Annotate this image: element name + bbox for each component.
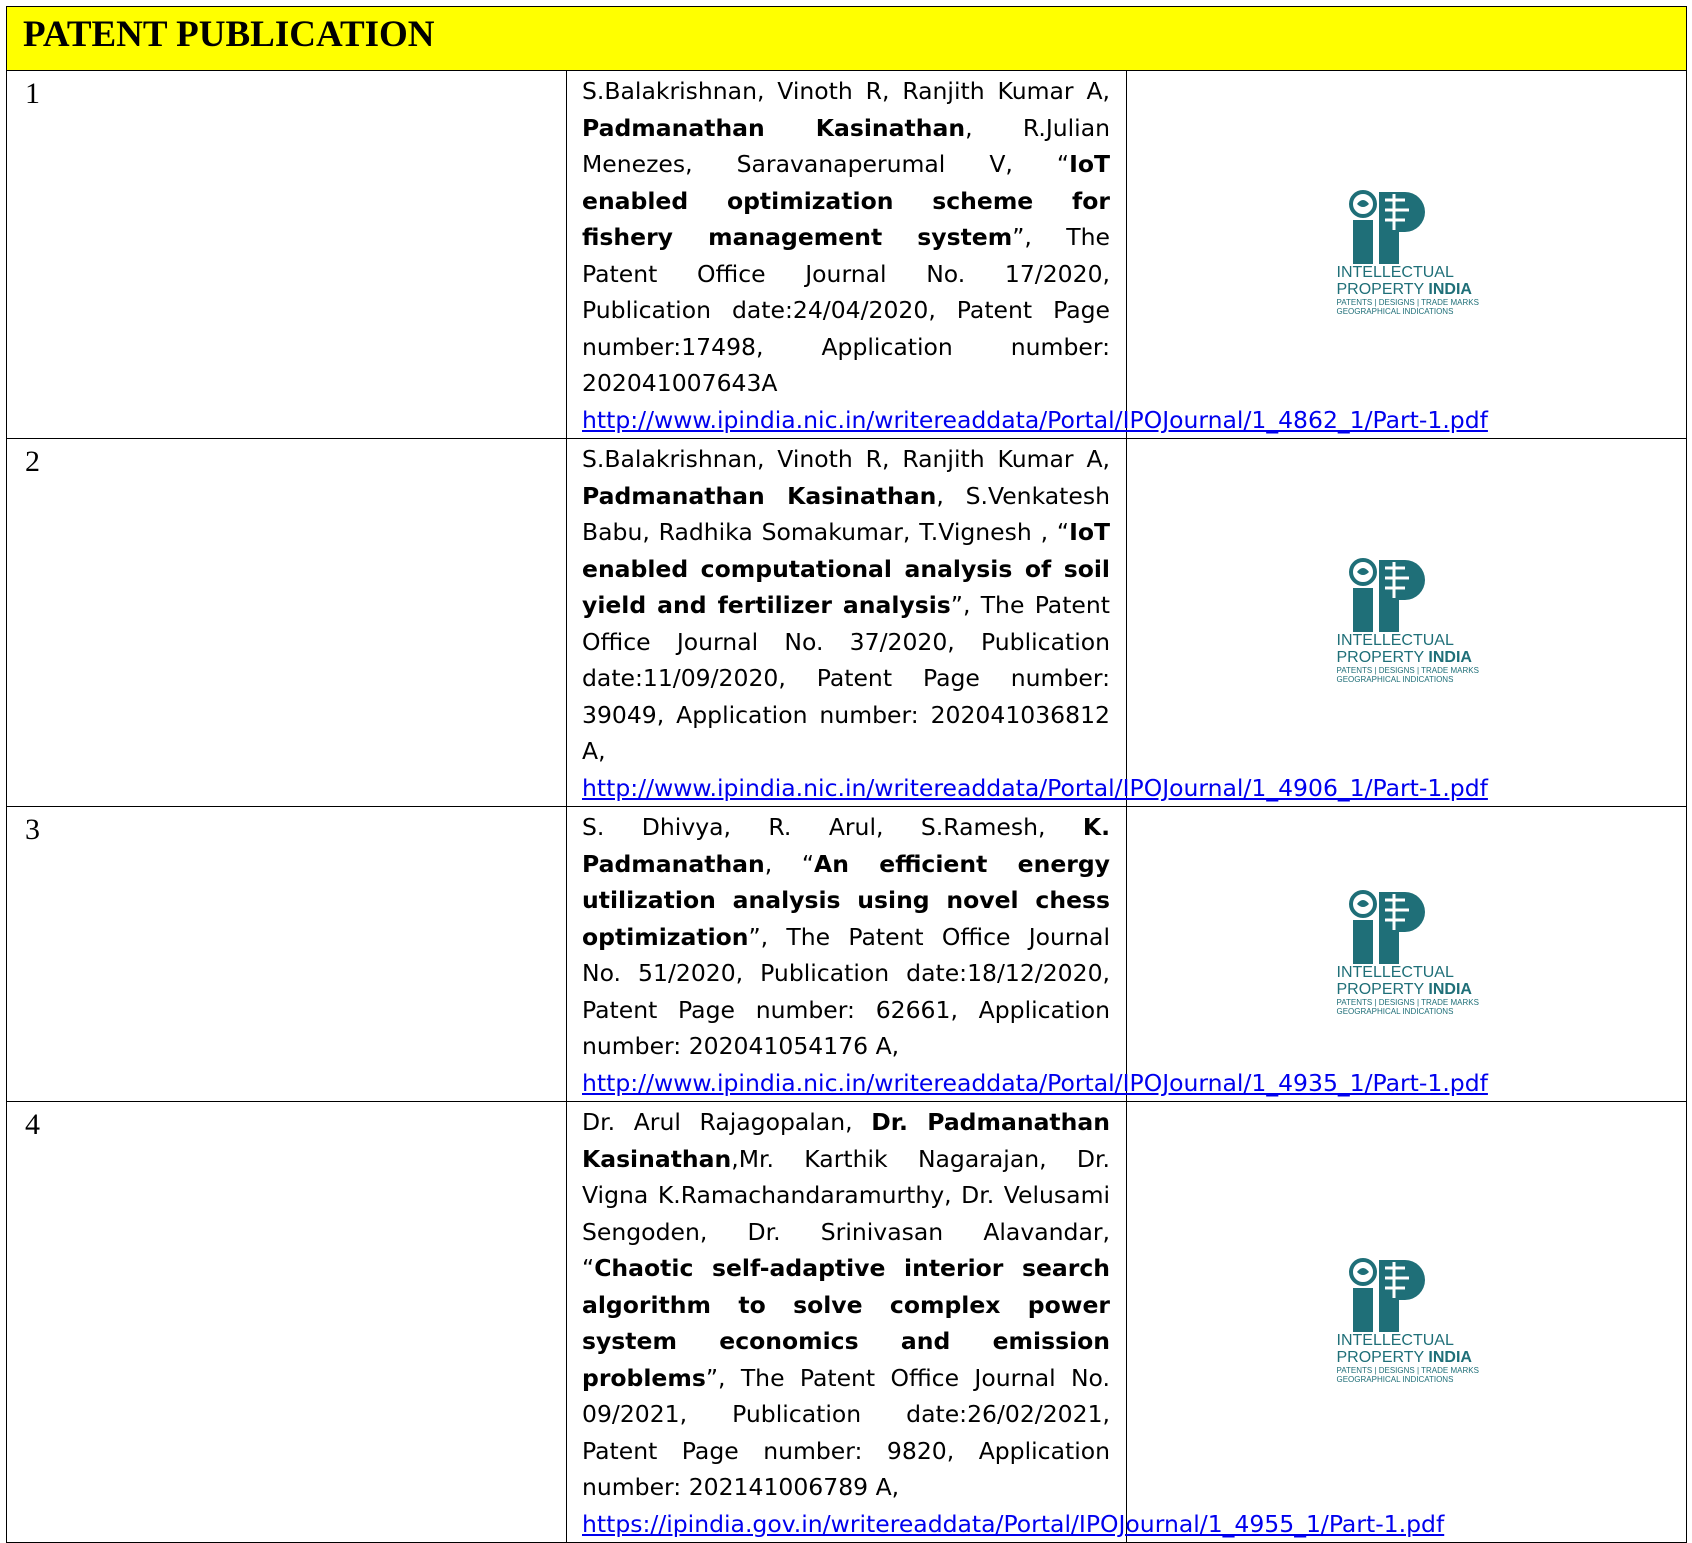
logo-text: PROPERTY INDIA [1336,281,1472,298]
authors-text: S.Balakrishnan, Vinoth R, Ranjith Kumar A, [582,445,1110,473]
logo-text: INTELLECTUAL [1336,632,1454,649]
authors-text: S. Dhivya, R. Arul, S.Ramesh, [582,813,1083,841]
logo-cell [1127,807,1687,1102]
journal-link[interactable]: http://www.ipindia.nic.in/writereaddata/Portal/IPOJournal/1_4906_1/Part-1.pdf [582,773,1488,802]
entry-number: 3 [7,807,567,1102]
journal-link[interactable]: http://www.ipindia.nic.in/writereaddata/Portal/IPOJournal/1_4935_1/Part-1.pdf [582,1068,1488,1097]
ip-india-logo [1337,190,1477,316]
logo-subtext: GEOGRAPHICAL INDICATIONS [1336,1006,1454,1016]
patent-title: IoT enabled optimization scheme for fishery management system [582,150,1110,251]
logo-cell [1127,439,1687,807]
logo-subtext: PATENTS | DESIGNS | TRADE MARKS [1336,666,1479,675]
entry-number: 4 [7,1102,567,1543]
ip-india-emblem-icon [1347,890,1433,964]
table-row [7,1102,1687,1543]
logo-text: PROPERTY INDIA [1336,1348,1472,1366]
authors-text: , S.Venkatesh Babu, Radhika Somakumar, T.Vignesh , “ [582,481,1110,546]
logo-subtext: PATENTS | DESIGNS | TRADE MARKS [1336,997,1479,1007]
logo-subtext: PATENTS | DESIGNS | TRADE MARKS [1336,298,1479,307]
entry-number: 2 [7,439,567,807]
authors-text: , “ [764,849,815,878]
authors-text: , R.Julian Menezes, Saravanaperumal V, “ [582,113,1110,178]
publication-details: ”, The Patent Office Journal No. 51/2020, Publication date:18/12/2020, Patent Page number: 62661, Application number: 202041054176 A, [582,922,1110,1060]
ip-india-emblem-icon [1347,558,1433,632]
entry-number: 1 [7,71,567,439]
highlighted-author: Padmanathan Kasinathan [582,113,966,142]
publication-details: ”, The Patent Office Journal No. 17/2020, Publication date:24/04/2020, Patent Page number:17498, Application number: 202041007643A [582,223,1110,397]
logo-subtext: PATENTS | DESIGNS | TRADE MARKS [1336,1365,1479,1375]
logo-text: INTELLECTUAL [1336,1331,1454,1349]
ip-india-logo [1337,890,1477,1016]
authors-text: Dr. Arul Rajagopalan, [582,1108,872,1136]
ip-india-logo [1337,558,1477,684]
publication-details: ”, The Patent Office Journal No. 09/2021, Publication date:26/02/2021, Patent Page number: 9820, Application number: 202141006789 A, [582,1363,1110,1501]
table-row [7,439,1687,807]
logo-cell [1127,71,1687,439]
logo-cell [1127,1102,1687,1543]
logo-subtext: GEOGRAPHICAL INDICATIONS [1336,307,1454,316]
ip-india-emblem-icon [1347,1258,1433,1332]
section-title: PATENT PUBLICATION [7,7,1687,71]
patent-title: An efficient energy utilization analysis using novel chess optimization [582,849,1110,951]
ip-india-emblem-icon [1347,190,1433,264]
patent-publication-table [6,6,1687,1543]
highlighted-author: Padmanathan Kasinathan [582,481,937,510]
logo-subtext: GEOGRAPHICAL INDICATIONS [1336,1374,1454,1384]
publication-details: ”, The Patent Office Journal No. 37/2020, Publication date:11/09/2020, Patent Page number: 39049, Application number: 202041036812 A, [582,591,1110,765]
table-row [7,807,1687,1102]
logo-text: PROPERTY INDIA [1336,649,1472,666]
table-row [7,71,1687,439]
highlighted-author: K. Padmanathan [582,813,1110,878]
logo-text: INTELLECTUAL [1336,963,1454,981]
patent-title: Chaotic self-adaptive interior search algorithm to solve complex power system economics and emission problems [582,1254,1110,1392]
journal-link[interactable]: https://ipindia.gov.in/writereaddata/Portal/IPOJournal/1_4955_1/Part-1.pdf [582,1509,1445,1538]
logo-subtext: GEOGRAPHICAL INDICATIONS [1336,675,1454,684]
ip-india-logo [1337,1258,1477,1384]
patent-title: IoT enabled computational analysis of soil yield and fertilizer analysis [582,518,1110,619]
authors-text: ,Mr. Karthik Nagarajan, Dr. Vigna K.Ramachandaramurthy, Dr. Velusami Sengoden, Dr. Srinivasan Alavandar, “ [582,1144,1110,1282]
logo-text: PROPERTY INDIA [1336,980,1472,998]
journal-link[interactable]: http://www.ipindia.nic.in/writereaddata/Portal/IPOJournal/1_4862_1/Part-1.pdf [582,405,1488,434]
highlighted-author: Dr. Padmanathan Kasinathan [582,1108,1110,1173]
authors-text: S.Balakrishnan, Vinoth R, Ranjith Kumar A, [582,77,1110,105]
logo-text: INTELLECTUAL [1336,264,1454,281]
